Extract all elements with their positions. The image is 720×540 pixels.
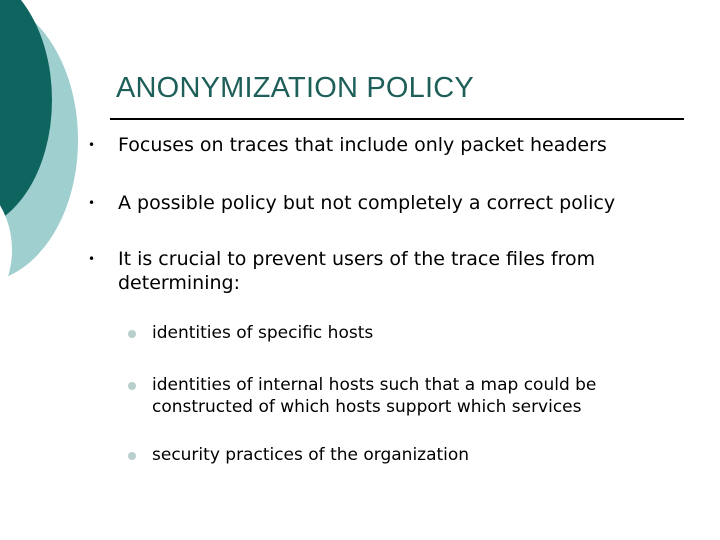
bullet-dot-icon: • <box>88 138 96 152</box>
list-item <box>86 133 720 157</box>
title-divider <box>110 118 684 120</box>
list-item <box>122 322 720 344</box>
bullet-dot-icon: • <box>88 252 96 266</box>
slide-title: ANONYMIZATION POLICY <box>116 72 474 104</box>
sub-bullet-text: identities of specific hosts <box>152 323 374 343</box>
list-item <box>86 191 720 215</box>
bullet-text: It is crucial to prevent users of the trace files from determining: <box>118 248 596 294</box>
bullet-text: Focuses on traces that include only packet headers <box>118 134 607 156</box>
bullet-dot-icon: • <box>88 196 96 210</box>
list-item <box>122 374 697 418</box>
sub-bullet-text: security practices of the organization <box>152 445 470 465</box>
circle-bullet-icon <box>128 330 136 338</box>
list-item <box>86 247 678 295</box>
circle-bullet-icon <box>128 452 136 460</box>
bullet-text: A possible policy but not completely a correct policy <box>118 192 616 214</box>
circle-bullet-icon <box>128 382 136 390</box>
list-item <box>122 444 720 466</box>
sub-bullet-text: identities of internal hosts such that a map could be constructed of which hosts support which services <box>152 375 597 417</box>
